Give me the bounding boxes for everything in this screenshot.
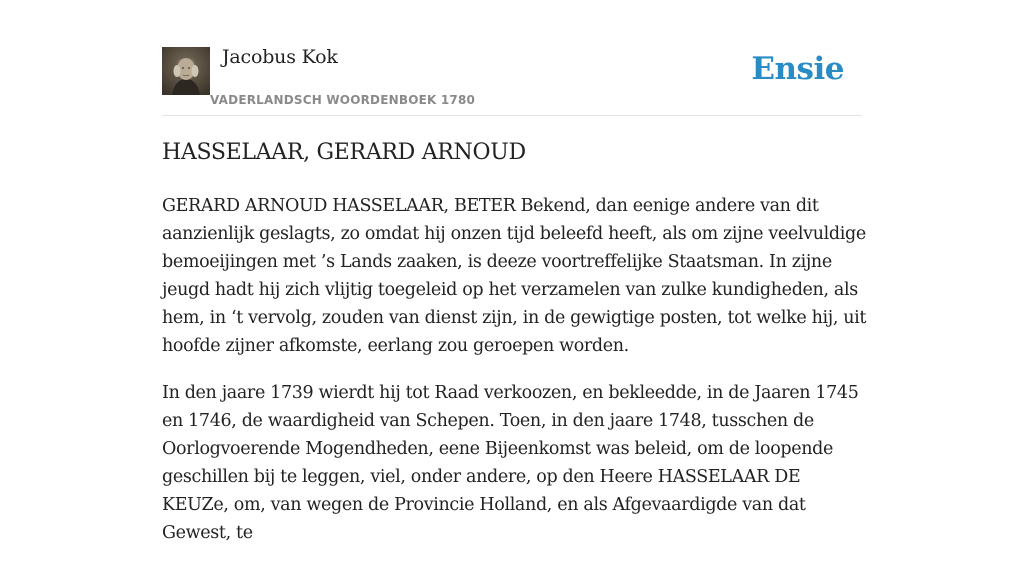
article-header <box>162 45 862 116</box>
article-paragraph: GERARD ARNOUD HASSELAAR, BETER Bekend, dan eenige andere van dit aanzienlijk geslagts, zo omdat hij onzen tijd beleefd heeft, als om zijne veelvuldige bemoeijingen met ’s Lands zaaken, is deeze voortreffelijke Staatsman. In zijne jeugd hadt hij zich vlijtig toegeleid op het verzamelen van zulke kundigheden, als hem, in ‘t vervolg, zouden van dienst zijn, in de gewigtige posten, tot welke hij, uit hoofde zijner afkomste, eerlang zou geroepen worden. <box>162 196 867 356</box>
ensie-logo[interactable]: Ensie <box>751 51 844 87</box>
author-avatar[interactable] <box>162 47 210 95</box>
source-label[interactable]: VADERLANDSCH WOORDENBOEK 1780 <box>210 93 476 107</box>
article-title: HASSELAAR, GERARD ARNOUD <box>162 140 526 165</box>
portrait-image <box>162 47 210 95</box>
article-body <box>162 192 867 566</box>
article-paragraph: In den jaare 1739 wierdt hij tot Raad verkoozen, en bekleedde, in de Jaaren 1745 en 1746, de waardigheid van Schepen. Toen, in den jaare 1748, tusschen de Oorlogvoerende Mogendheden, eene Bijeenkomst was beleid, om de loopende geschillen bij te leggen, viel, onder andere, op den Heere HASSELAAR DE KEUZe, om, van wegen de Provincie Holland, en als Afgevaardigde van dat Gewest, te <box>162 383 859 543</box>
author-name[interactable]: Jacobus Kok <box>222 46 338 68</box>
